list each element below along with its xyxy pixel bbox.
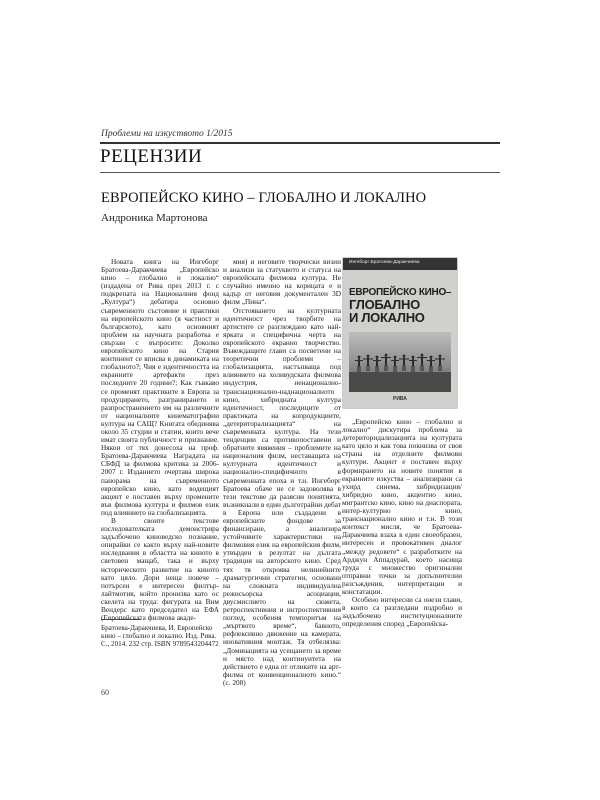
text-column-2 [223,257,341,687]
footnote: Братоева-Даракчиева, И. Европейско кино – глобално и локално. Изд. Рива. С., 2014. 232 стр. ISBN 9789543204472 [101,624,219,648]
paragraph: Новата книга на Ингеборг Братоева-Даракчиева „Европейско кино – глобално и локално“ (издадена от Рива през 2013 г. с подкрепата на Националния фонд „Култура“) дебатира основно съвременното състояние и практики на европейското кино (в частност и българското), като основният проблем на научната разработка е свързан с въпросите: Доколко европейското кино на Стария континент се вписва в динамиката на глобалното?; Чия е идентичността на екранните артефакти през последните 20 години?; Как гъвкаво се променят практиките в Европа за продуцирането, разгранирането и разпространението им на различните от националните кинематографии култура на САЩ? Книгата обединява около 35 студии и статии, които вече имат своята публичност и признание. Някои от тях донесоха на проф. Братоева-Даракчиева Наградата на СБФД за филмова критика за 2006-2007 г. Изданието очертава широка панорама на съвременното европейско кино, като водещият акцент е поставен върху промените във филмова култура и филмов език под влиянието на глобализацията. [101,257,219,517]
text-column-1 [101,257,219,623]
text-column-3 [342,418,462,696]
page-number: 60 [101,688,109,697]
cover-title-line: И ЛОКАЛНО [349,310,425,325]
section-divider [100,172,500,173]
article-author: Андроника Мартонова [101,212,208,224]
section-heading: РЕЦЕНЗИИ [100,146,203,167]
footnote-divider [101,619,141,620]
cover-title-line: ГЛОБАЛНО [349,297,420,312]
cover-publisher-logo: РИВА [393,396,407,402]
header-divider [100,142,500,144]
paragraph: В своите текстове изследователката демонстрира задълбочено киноведско познание, опирайки се както върху най-новите изследвания в областта на киното в световен мащаб, така и върху историческото развитие на киното като цяло. Дори неща повече – потърсен е интересен филтър-лайтмотив, който пронизва като ос скелета на труда: фигурата на Вим Вендерс като председател на ЕФА (Европейската филмова акаде- [101,516,219,623]
article-title: ЕВРОПЕЙСКО КИНО – ГЛОБАЛНО И ЛОКАЛНО [101,190,427,206]
paragraph: мия) и неговите творчески визии и анализи за статуквото и статуса на европейската филмова култура. Не случайно именно на корицата е и кадър от неговия документален 3D филм „Пина“. [223,257,341,307]
cover-dancers-photo [349,332,451,392]
paragraph: „Европейско кино – глобално и локално“ дискутира проблема за детериторидализацията на културата като цяло и как това покнизва от своя страна на отделните филмови култури. Акцент е поставен върху формирането на новите понятия в екранните изкуства – анализирани са ухирд синема, хибридизация/хибридно кино, акцентно кино, мигрантско кино, кино на диаспората, интер-културно кино, транснационално кино и т.н. В този контекст мисля, че Братоева-Даракчиева взаха в един своеобразен, интересен и провокативен диалог „между редовете“ с разработките на Арджун Аппадурай, което насища труда с множество оригинални отправни точки за допълнителни разсъждения, интерпретации и констатации. [342,417,462,596]
cover-author: Ингеборг Братоева-Даракчиева [349,260,420,265]
book-cover-image [343,258,457,408]
running-header: Проблеми на изкуството 1/2015 [101,129,233,139]
paragraph: Отстояването на културната идентичност чрез творбите на артистите се разглеждано като най-ярката и специфична черта на европейското екранно творчество. Въвеждащите глави са посветени на теоретични проблеми – глобализацията, настъпваща под влиянието на холивудската филмова индустрия, ненационално-транснационално-наднационалното кино, хибридната култура идентичност, последиците от практиката на копродукциите, „детериторализацията“ на съвременната култура. На тези тенденции са противопоставени и обратните явявения – проблемите на националния филм, неставащата на културната идентичност и национално-специфичното в съвременната епоха и т.н. Ингеборг Братоева обаче не се задоволява в тези текстове да разясни понятията, възникнали в един дълготрайни дебат в Европа или създадени в европейските фондове за финансиране, а анализира устойчивите характеристики на филмовия език на европейския филм, утвърден в резултат на дългата традиция на авторското кино. Сред тях тя откроява нелинейните драматургични стратегии, основани на сложната индивидуална режисьорска асоциация, двусмислието на сюжета, ретроспективния и интроспективния поглед, особения темпоритъм на „мъртвото време“, бавното, рефлексивно движение на камерата, иновативния монтаж. Тя отбелязва: „Доминацията на усещането за време и място над континуитета на действието е една от отликите на арт-филма от конвенционалното кино.“ (с. 208) [223,305,341,687]
paragraph: Особено интересни са онези глави, в които са разгледани подробно и задълбочено институционалните определения според „Европейска- [342,595,462,629]
cover-title-line: ЕВРОПЕЙСКО КИНО– [349,287,452,298]
